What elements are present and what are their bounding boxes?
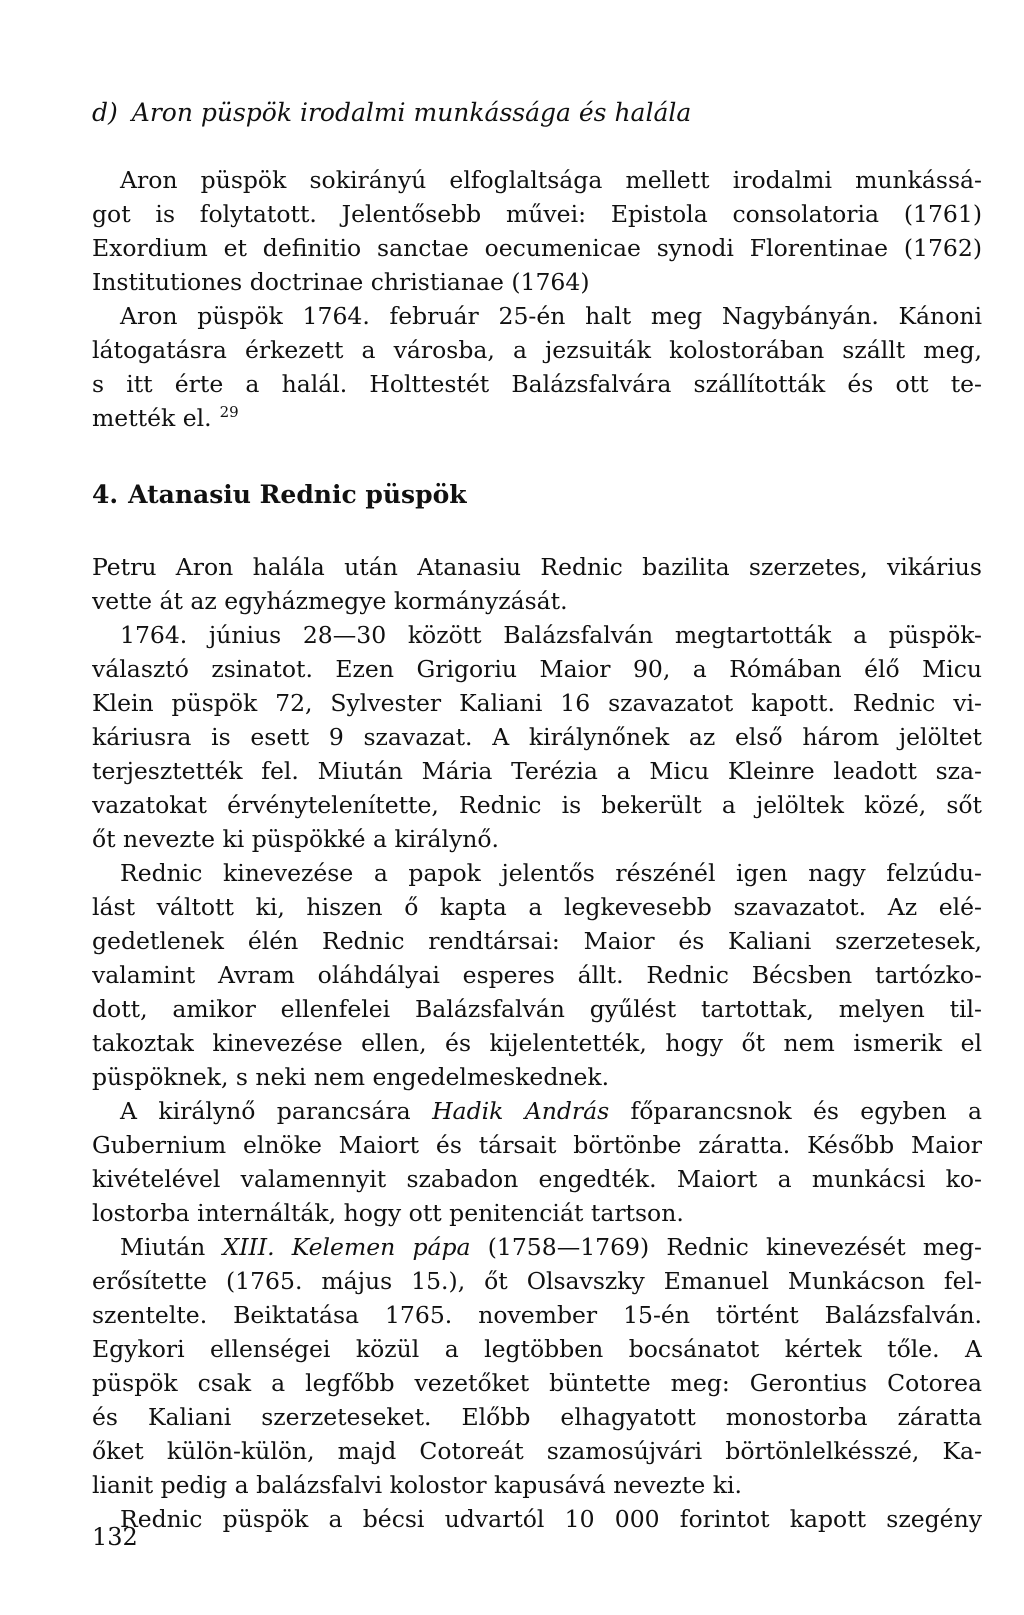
text-fragment: főparancsnok és egyben a [609, 1097, 982, 1125]
text-line: gedetlenek élén Rednic rendtársai: Maior és Kaliani szerzetesek, [92, 927, 982, 955]
text-line: lást váltott ki, hiszen ő kapta a legkevesebb szavazatot. Az elé- [92, 893, 982, 921]
text-line: püspöknek, s neki nem engedelmeskednek. [92, 1063, 610, 1091]
text-line [92, 1230, 982, 1264]
text-line: erősítette (1765. május 15.), őt Olsavszky Emanuel Munkácson fel- [92, 1267, 982, 1295]
text-line: Klein püspök 72, Sylvester Kaliani 16 szavazatot kapott. Rednic vi- [92, 689, 982, 717]
text-line: valamint Avram oláhdályai esperes állt. Rednic Bécsben tartózko- [92, 961, 982, 989]
text-line: Rednic püspök a bécsi udvartól 10 000 forintot kapott szegény [120, 1505, 982, 1533]
text-line: lostorba internálták, hogy ott penitenciát tartson. [92, 1199, 684, 1227]
person-name: Hadik András [432, 1097, 610, 1125]
paragraph-rednic [92, 550, 982, 1536]
section-label: d) [92, 98, 118, 127]
text-line: vazatokat érvénytelenítette, Rednic is bekerült a jelöltek közé, sőt [92, 791, 982, 819]
text-line [92, 1094, 982, 1128]
text-line: takoztak kinevezése ellen, és kijelentették, hogy őt nem ismerik el [92, 1029, 982, 1057]
text-fragment: Miután [120, 1233, 223, 1261]
text-line: kivételével valamennyit szabadon engedték. Maiort a munkácsi ko- [92, 1165, 982, 1193]
text-line-content: mették el. [92, 404, 212, 432]
text-line: püspök csak a legfőbb vezetőket büntette meg: Gerontius Cotorea [92, 1369, 982, 1397]
section-title: Aron püspök irodalmi munkássága és halála [131, 98, 692, 127]
section-heading [92, 96, 972, 130]
text-line [92, 401, 982, 435]
text-line: Rednic kinevezése a papok jelentős részénél igen nagy felzúdu- [120, 859, 982, 887]
text-line: vette át az egyházmegye kormányzását. [92, 587, 568, 615]
text-fragment: A királynő parancsára [120, 1097, 433, 1125]
text-line: Gubernium elnöke Maiort és társait börtönbe záratta. Később Maior [92, 1131, 982, 1159]
text-line: káriusra is esett 9 szavazat. A királynőnek az első három jelöltet [92, 723, 982, 751]
chapter-heading [92, 478, 467, 512]
text-line: Exordium et definitio sanctae oecumenicae synodi Florentinae (1762) [92, 234, 982, 262]
text-line: Egykori ellenségei közül a legtöbben bocsánatot kértek tőle. A [92, 1335, 982, 1363]
text-fragment: (1758—1769) Rednic kinevezését meg- [470, 1233, 982, 1261]
chapter-number: 4. [92, 480, 119, 509]
pope-name: XIII. Kelemen pápa [222, 1233, 471, 1261]
text-line: őket külön-külön, majd Cotoreát szamosújvári börtönlelkésszé, Ka- [92, 1437, 982, 1465]
text-line: választó zsinatot. Ezen Grigoriu Maior 90, a Rómában élő Micu [92, 655, 982, 683]
text-line: őt nevezte ki püspökké a királynő. [92, 825, 500, 853]
text-line: Institutiones doctrinae christianae (1764) [92, 268, 590, 296]
page-number: 132 [92, 1523, 138, 1551]
chapter-title: Atanasiu Rednic püspök [128, 480, 467, 509]
text-line: szentelte. Beiktatása 1765. november 15-én történt Balázsfalván. [92, 1301, 982, 1329]
text-line: Aron püspök sokirányú elfoglaltsága mellett irodalmi munkássá- [120, 166, 982, 194]
text-line: és Kaliani szerzeteseket. Előbb elhagyatott monostorba záratta [92, 1403, 982, 1431]
text-line: látogatásra érkezett a városba, a jezsuiták kolostorában szállt meg, [92, 336, 982, 364]
text-line: terjesztették fel. Miután Mária Terézia a Micu Kleinre leadott sza- [92, 757, 982, 785]
text-line: lianit pedig a balázsfalvi kolostor kapusává nevezte ki. [92, 1471, 742, 1499]
text-line: Aron püspök 1764. február 25-én halt meg Nagybányán. Kánoni [120, 302, 982, 330]
paragraph-aron-literary-work [92, 163, 982, 435]
text-line: got is folytatott. Jelentősebb művei: Epistola consolatoria (1761) [92, 200, 982, 228]
text-line: dott, amikor ellenfelei Balázsfalván gyűlést tartottak, melyen til- [92, 995, 982, 1023]
text-line: 1764. június 28—30 között Balázsfalván megtartották a püspök- [120, 621, 982, 649]
text-line: s itt érte a halál. Holttestét Balázsfalvára szállították és ott te- [92, 370, 982, 398]
footnote-reference: 29 [219, 403, 239, 422]
text-line: Petru Aron halála után Atanasiu Rednic bazilita szerzetes, vikárius [92, 553, 982, 581]
